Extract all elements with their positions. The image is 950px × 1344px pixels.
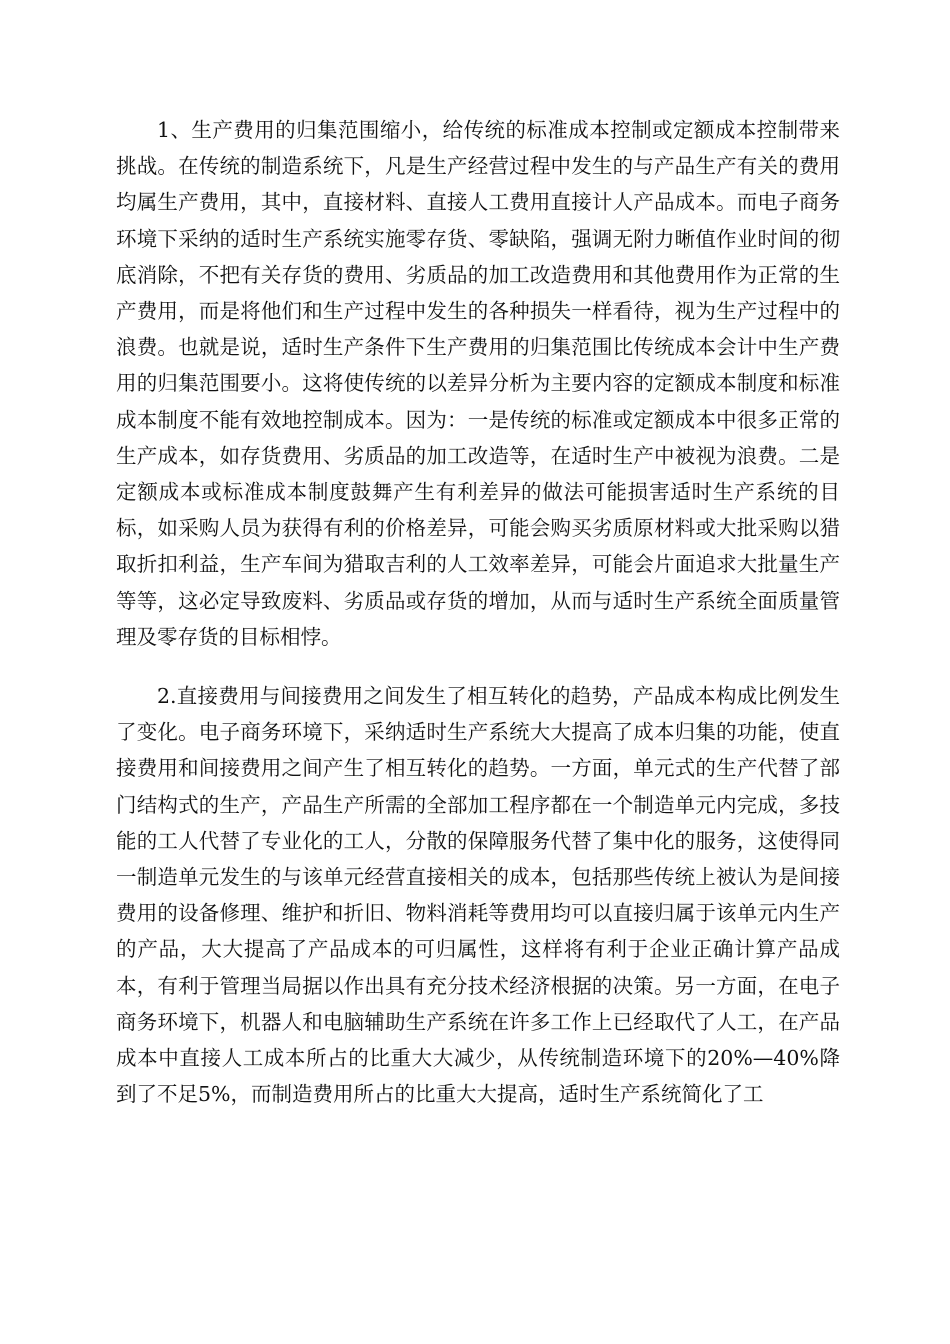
paragraph-cost-collection: 1、生产费用的归集范围缩小，给传统的标准成本控制或定额成本控制带来挑战。在传统的制造系统下，凡是生产经营过程中发生的与产品生产有关的费用均属生产费用，其中，直接材料、直接人工费用直接计人产品成本。而电子商务环境下采纳的适时生产系统实施零存货、零缺陷，强调无附力晰值作业时间的彻底消除，不把有关存货的费用、劣质品的加工改造费用和其他费用作为正常的生产费用，而是将他们和生产过程中发生的各种损失一样看待，视为生产过程中的浪费。也就是说，适时生产条件下生产费用的归集范围比传统成本会计中生产费用的归集范围要小。这将使传统的以差异分析为主要内容的定额成本制度和标准成本制度不能有效地控制成本。因为：一是传统的标准或定额成本中很多正常的生产成本，如存货费用、劣质品的加工改造等，在适时生产中被视为浪费。二是定额成本或标准成本制度鼓舞产生有利差异的做法可能损害适时生产系统的目标，如采购人员为获得有利的价格差异，可能会购买劣质原材料或大批采购以猎取折扣利益，生产车间为猎取吉利的人工效率差异，可能会片面追求大批量生产等等，这必定导致废料、劣质品或存货的增加，从而与适时生产系统全面质量管理及零存货的目标相悖。 [116, 118, 840, 649]
paragraph-direct-indirect-costs: 2.直接费用与间接费用之间发生了相互转化的趋势，产品成本构成比例发生了变化。电子商务环境下，采纳适时生产系统大大提高了成本归集的功能，使直接费用和间接费用之间产生了相互转化的趋势。一方面，单元式的生产代替了部门结构式的生产，产品生产所需的全部加工程序都在一个制造单元内完成，多技能的工人代替了专业化的工人，分散的保障服务代替了集中化的服务，这使得同一制造单元发生的与该单元经营直接相关的成本，包括那些传统上被认为是间接费用的设备修理、维护和折旧、物料消耗等费用均可以直接归属于该单元内生产的产品，大大提高了产品成本的可归属性，这样将有利于企业正确计算产品成本，有利于管理当局据以作出具有充分技术经济根据的决策。另一方面，在电子商务环境下，机器人和电脑辅助生产系统在许多工作上已经取代了人工，在产品成本中直接人工成本所占的比重大大减少，从传统制造环境下的20%—40%降到了不足5%，而制造费用所占的比重大大提高，适时生产系统简化了工 [116, 684, 840, 1107]
